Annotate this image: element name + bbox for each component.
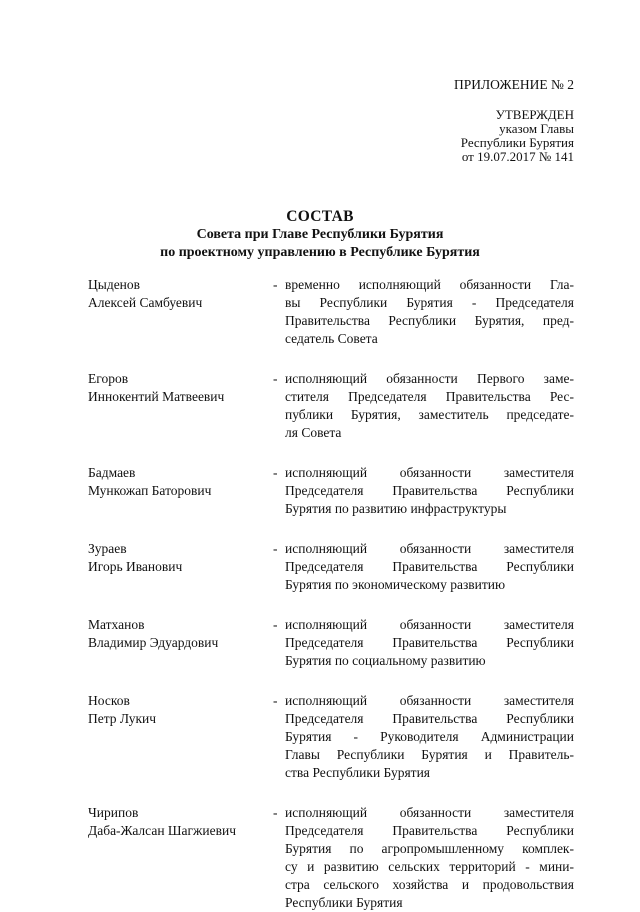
- member-role-line: стителя Председателя Правительства Рес-: [285, 389, 574, 404]
- member-role-line: Председателя Правительства Республики: [285, 711, 574, 726]
- member-given-name: Даба-Жалсан Шагжиевич: [88, 823, 236, 838]
- title-line-3: по проектному управлению в Республике Бурятия: [160, 245, 480, 260]
- member-given-name: Петр Лукич: [88, 711, 157, 726]
- member-role-line: Бурятия по социальному развитию: [285, 653, 486, 668]
- member-role-line: су и развитию сельских территорий - мини-: [285, 859, 574, 874]
- member-role-line: стра сельского хозяйства и продовольствия: [285, 877, 574, 892]
- member-role-line: исполняющий обязанности заместителя: [285, 617, 574, 632]
- member-role-line: Главы Республики Бурятия и Правитель-: [285, 747, 574, 762]
- approval-header: [454, 78, 574, 164]
- member-role-line: исполняющий обязанности Первого заме-: [285, 371, 574, 386]
- members-list: [88, 276, 574, 912]
- member-name: [88, 370, 273, 442]
- member-dash: -: [273, 617, 278, 632]
- member-row: [88, 464, 574, 518]
- member-given-name: Владимир Эдуардович: [88, 635, 219, 650]
- member-role-line: Бурятия по агропромышленному комплек-: [285, 841, 574, 856]
- member-role-line: седатель Совета: [285, 331, 378, 346]
- title-line-2: Совета при Главе Республики Бурятия: [196, 227, 444, 242]
- member-role-line: Бурятия по развитию инфраструктуры: [285, 501, 507, 516]
- member-role-line: вы Республики Бурятия - Председателя: [285, 295, 574, 310]
- member-dash: -: [273, 371, 278, 386]
- member-name: [88, 540, 273, 594]
- member-role-line: Председателя Правительства Республики: [285, 559, 574, 574]
- member-surname: Зураев: [88, 541, 127, 556]
- member-role-line: Бурятия - Руководителя Администрации: [285, 729, 574, 744]
- member-surname: Егоров: [88, 371, 129, 386]
- member-role-line: Республики Бурятия: [285, 895, 403, 910]
- member-role: [285, 616, 574, 670]
- document-title: [0, 208, 640, 262]
- member-role-line: исполняющий обязанности заместителя: [285, 805, 574, 820]
- title-main: СОСТАВ: [286, 208, 354, 225]
- member-given-name: Мункожап Баторович: [88, 483, 212, 498]
- member-name: [88, 692, 273, 782]
- member-name: [88, 804, 273, 912]
- member-role-line: Бурятия по экономическому развитию: [285, 577, 506, 592]
- member-role-line: Председателя Правительства Республики: [285, 635, 574, 650]
- member-dash: -: [273, 693, 278, 708]
- approved-label: УТВЕРЖДЕН: [495, 107, 574, 122]
- member-surname: Носков: [88, 693, 130, 708]
- member-name: [88, 464, 273, 518]
- member-role: [285, 692, 574, 782]
- member-row: [88, 616, 574, 670]
- member-role: [285, 540, 574, 594]
- member-given-name: Алексей Самбуевич: [88, 295, 203, 310]
- member-role-line: ства Республики Бурятия: [285, 765, 431, 780]
- member-dash: -: [273, 541, 278, 556]
- member-role-line: Председателя Правительства Республики: [285, 823, 574, 838]
- member-dash: -: [273, 277, 278, 292]
- decree-label: указом Главы: [499, 121, 574, 136]
- member-surname: Цыденов: [88, 277, 141, 292]
- member-dash: -: [273, 465, 278, 480]
- member-row: [88, 370, 574, 442]
- member-row: [88, 276, 574, 348]
- member-name: [88, 276, 273, 348]
- appendix-label: ПРИЛОЖЕНИЕ № 2: [453, 77, 574, 92]
- member-given-name: Иннокентий Матвеевич: [88, 389, 225, 404]
- member-role-line: Правительства Республики Бурятия, пред-: [285, 313, 574, 328]
- member-role-line: исполняющий обязанности заместителя: [285, 693, 574, 708]
- member-role-line: публики Бурятия, заместитель председате-: [285, 407, 574, 422]
- member-role-line: исполняющий обязанности заместителя: [285, 541, 574, 556]
- member-role: [285, 370, 574, 442]
- member-row: [88, 540, 574, 594]
- member-surname: Бадмаев: [88, 465, 136, 480]
- republic-label: Республики Бурятия: [460, 135, 574, 150]
- member-given-name: Игорь Иванович: [88, 559, 183, 574]
- decree-date-number: от 19.07.2017 № 141: [461, 149, 574, 164]
- member-surname: Чирипов: [88, 805, 139, 820]
- member-dash: -: [273, 805, 278, 820]
- member-role: [285, 804, 574, 912]
- member-role-line: ля Совета: [285, 425, 342, 440]
- member-row: [88, 692, 574, 782]
- member-role-line: временно исполняющий обязанности Гла-: [285, 277, 574, 292]
- member-role-line: исполняющий обязанности заместителя: [285, 465, 574, 480]
- member-name: [88, 616, 273, 670]
- member-role: [285, 464, 574, 518]
- member-role: [285, 276, 574, 348]
- member-surname: Матханов: [88, 617, 145, 632]
- member-role-line: Председателя Правительства Республики: [285, 483, 574, 498]
- member-row: [88, 804, 574, 912]
